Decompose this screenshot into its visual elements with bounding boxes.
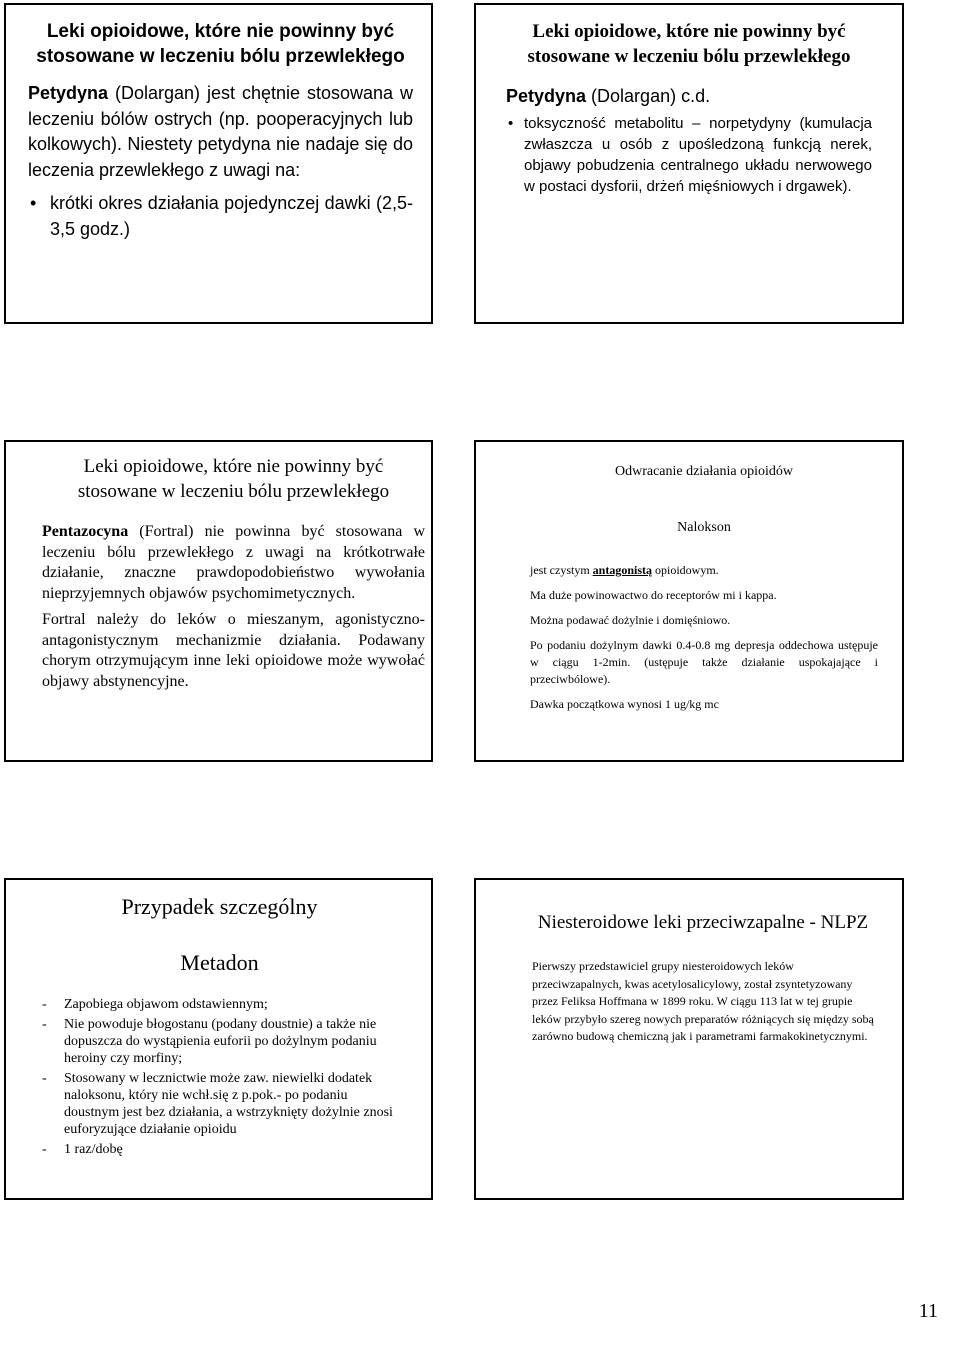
list-item bbox=[38, 1070, 401, 1138]
paragraph-text: jest czystym bbox=[530, 563, 593, 577]
slide-body bbox=[28, 81, 413, 242]
slide-body bbox=[530, 562, 878, 713]
slide-title: Leki opioidowe, które nie powinny być stosowane w leczeniu bólu przewlekłego bbox=[527, 21, 851, 67]
list-item bbox=[38, 1016, 401, 1067]
list-item-text: Zapobiega objawom odstawiennym; bbox=[64, 997, 268, 1012]
slide-title: Leki opioidowe, które nie powinny być stosowane w leczeniu bólu przewlekłego bbox=[77, 456, 390, 502]
slide-metadon bbox=[4, 878, 433, 1200]
bullet-item bbox=[506, 113, 872, 197]
slide-paragraph: Pierwszy przedstawiciel grupy niesteroidowych leków przeciwzapalnych, kwas acetylosalicylowy, został zsyntetyzowany przez Feliksa Hoffmana w 1899 roku. W ciągu 113 lat w tej grupie leków przybyło szereg nowych preparatów różniących się między sobą zarówno budową chemiczną jak i parametrami farmakokinetycznymi. bbox=[532, 959, 874, 1043]
list-item bbox=[38, 996, 401, 1013]
dash-marker: - bbox=[42, 1017, 47, 1032]
list-item-text: 1 raz/dobę bbox=[64, 1142, 123, 1157]
slide-paragraph: Ma duże powinowactwo do receptorów mi i kappa. bbox=[530, 588, 777, 602]
emphasized-term: antagonistą bbox=[592, 563, 652, 577]
slide-nlpz bbox=[474, 878, 904, 1200]
slide-paragraph bbox=[42, 522, 425, 604]
bullet-icon: • bbox=[508, 115, 514, 132]
subtitle-text: (Dolargan) c.d. bbox=[586, 86, 711, 106]
slide-paragraph bbox=[530, 562, 878, 579]
drug-name: Petydyna bbox=[506, 86, 587, 106]
slide-paragraph: Można podawać dożylnie i domięśniowo. bbox=[530, 613, 731, 627]
slide-subtitle: Nalokson bbox=[677, 520, 731, 535]
slide-title: Niesteroidowe leki przeciwzapalne - NLPZ bbox=[537, 912, 869, 933]
slide-paragraph bbox=[28, 81, 413, 183]
slide-title: Leki opioidowe, które nie powinny być stosowane w leczeniu bólu przewlekłego bbox=[36, 21, 405, 67]
slide-paragraph: Po podaniu dożylnym dawki 0.4-0.8 mg depresja oddechowa ustępuje w ciągu 1-2min. (ustępuje także działanie uspokajające i przeciwbólowe). bbox=[530, 638, 878, 686]
bullet-icon: • bbox=[30, 193, 37, 213]
slide-pentazocyna bbox=[4, 440, 433, 762]
bullet-item bbox=[28, 191, 413, 242]
drug-name: Petydyna bbox=[28, 83, 109, 103]
slide-petydyna-cd bbox=[474, 3, 904, 324]
slide-subtitle bbox=[506, 85, 872, 107]
list-item bbox=[38, 1141, 401, 1158]
dash-marker: - bbox=[42, 1142, 47, 1157]
paragraph-text: (Fortral) nie powinna być stosowana w leczeniu bólu przewlekłego z uwagi na krótkotrwałe działanie, znaczne prawdopodobieństwo wywołania nieprzyjemnych objawów psychomimetycznych. bbox=[42, 523, 425, 602]
slide-petydyna bbox=[4, 3, 433, 324]
paragraph-text: (Dolargan) jest chętnie stosowana w leczeniu bólów ostrych (np. pooperacyjnych lub kolkowych). Niestety petydyna nie nadaje się do leczenia przewlekłego z uwagi na: bbox=[28, 83, 413, 180]
slide-paragraph: Dawka początkowa wynosi 1 ug/kg mc bbox=[530, 697, 719, 711]
slide-title: Przypadek szczególny bbox=[121, 894, 318, 919]
bullet-text: krótki okres działania pojedynczej dawki (2,5-3,5 godz.) bbox=[50, 193, 413, 239]
paragraph-text: opioidowym. bbox=[652, 563, 719, 577]
dash-marker: - bbox=[42, 997, 47, 1012]
slide-nalokson bbox=[474, 440, 904, 762]
slide-body bbox=[38, 996, 401, 1158]
dash-marker: - bbox=[42, 1071, 47, 1086]
list-item-text: Nie powoduje błogostanu (podany doustnie) a także nie dopuszcza do wystąpienia euforii po dożylnym podaniu heroiny czy morfiny; bbox=[64, 1017, 377, 1066]
slide-subtitle: Metadon bbox=[180, 950, 259, 975]
page-number: 11 bbox=[918, 1300, 938, 1322]
drug-name: Pentazocyna bbox=[42, 523, 129, 540]
slide-paragraph: Fortral należy do leków o mieszanym, agonistyczno-antagonistycznym mechanizmie działania. Podawany chorym otrzymującym inne leki opioidowe może wywołać objawy abstynencyjne. bbox=[42, 611, 425, 690]
list-item-text: Stosowany w lecznictwie może zaw. niewielki dodatek naloksonu, który nie wchł.się z p.pok.- po podaniu doustnym jest bez działania, a wstrzyknięty dożylnie znosi euforyzujące działanie opioidu bbox=[64, 1071, 393, 1137]
bullet-text: toksyczność metabolitu – norpetydyny (kumulacja zwłaszcza u osób z upośledzoną funkcją nerek, objawy pobudzenia centralnego układu nerwowego w postaci dysforii, drżeń mięśniowych i drgawek). bbox=[524, 115, 872, 195]
slide-title: Odwracanie działania opioidów bbox=[614, 464, 794, 479]
slide-body bbox=[42, 522, 425, 692]
